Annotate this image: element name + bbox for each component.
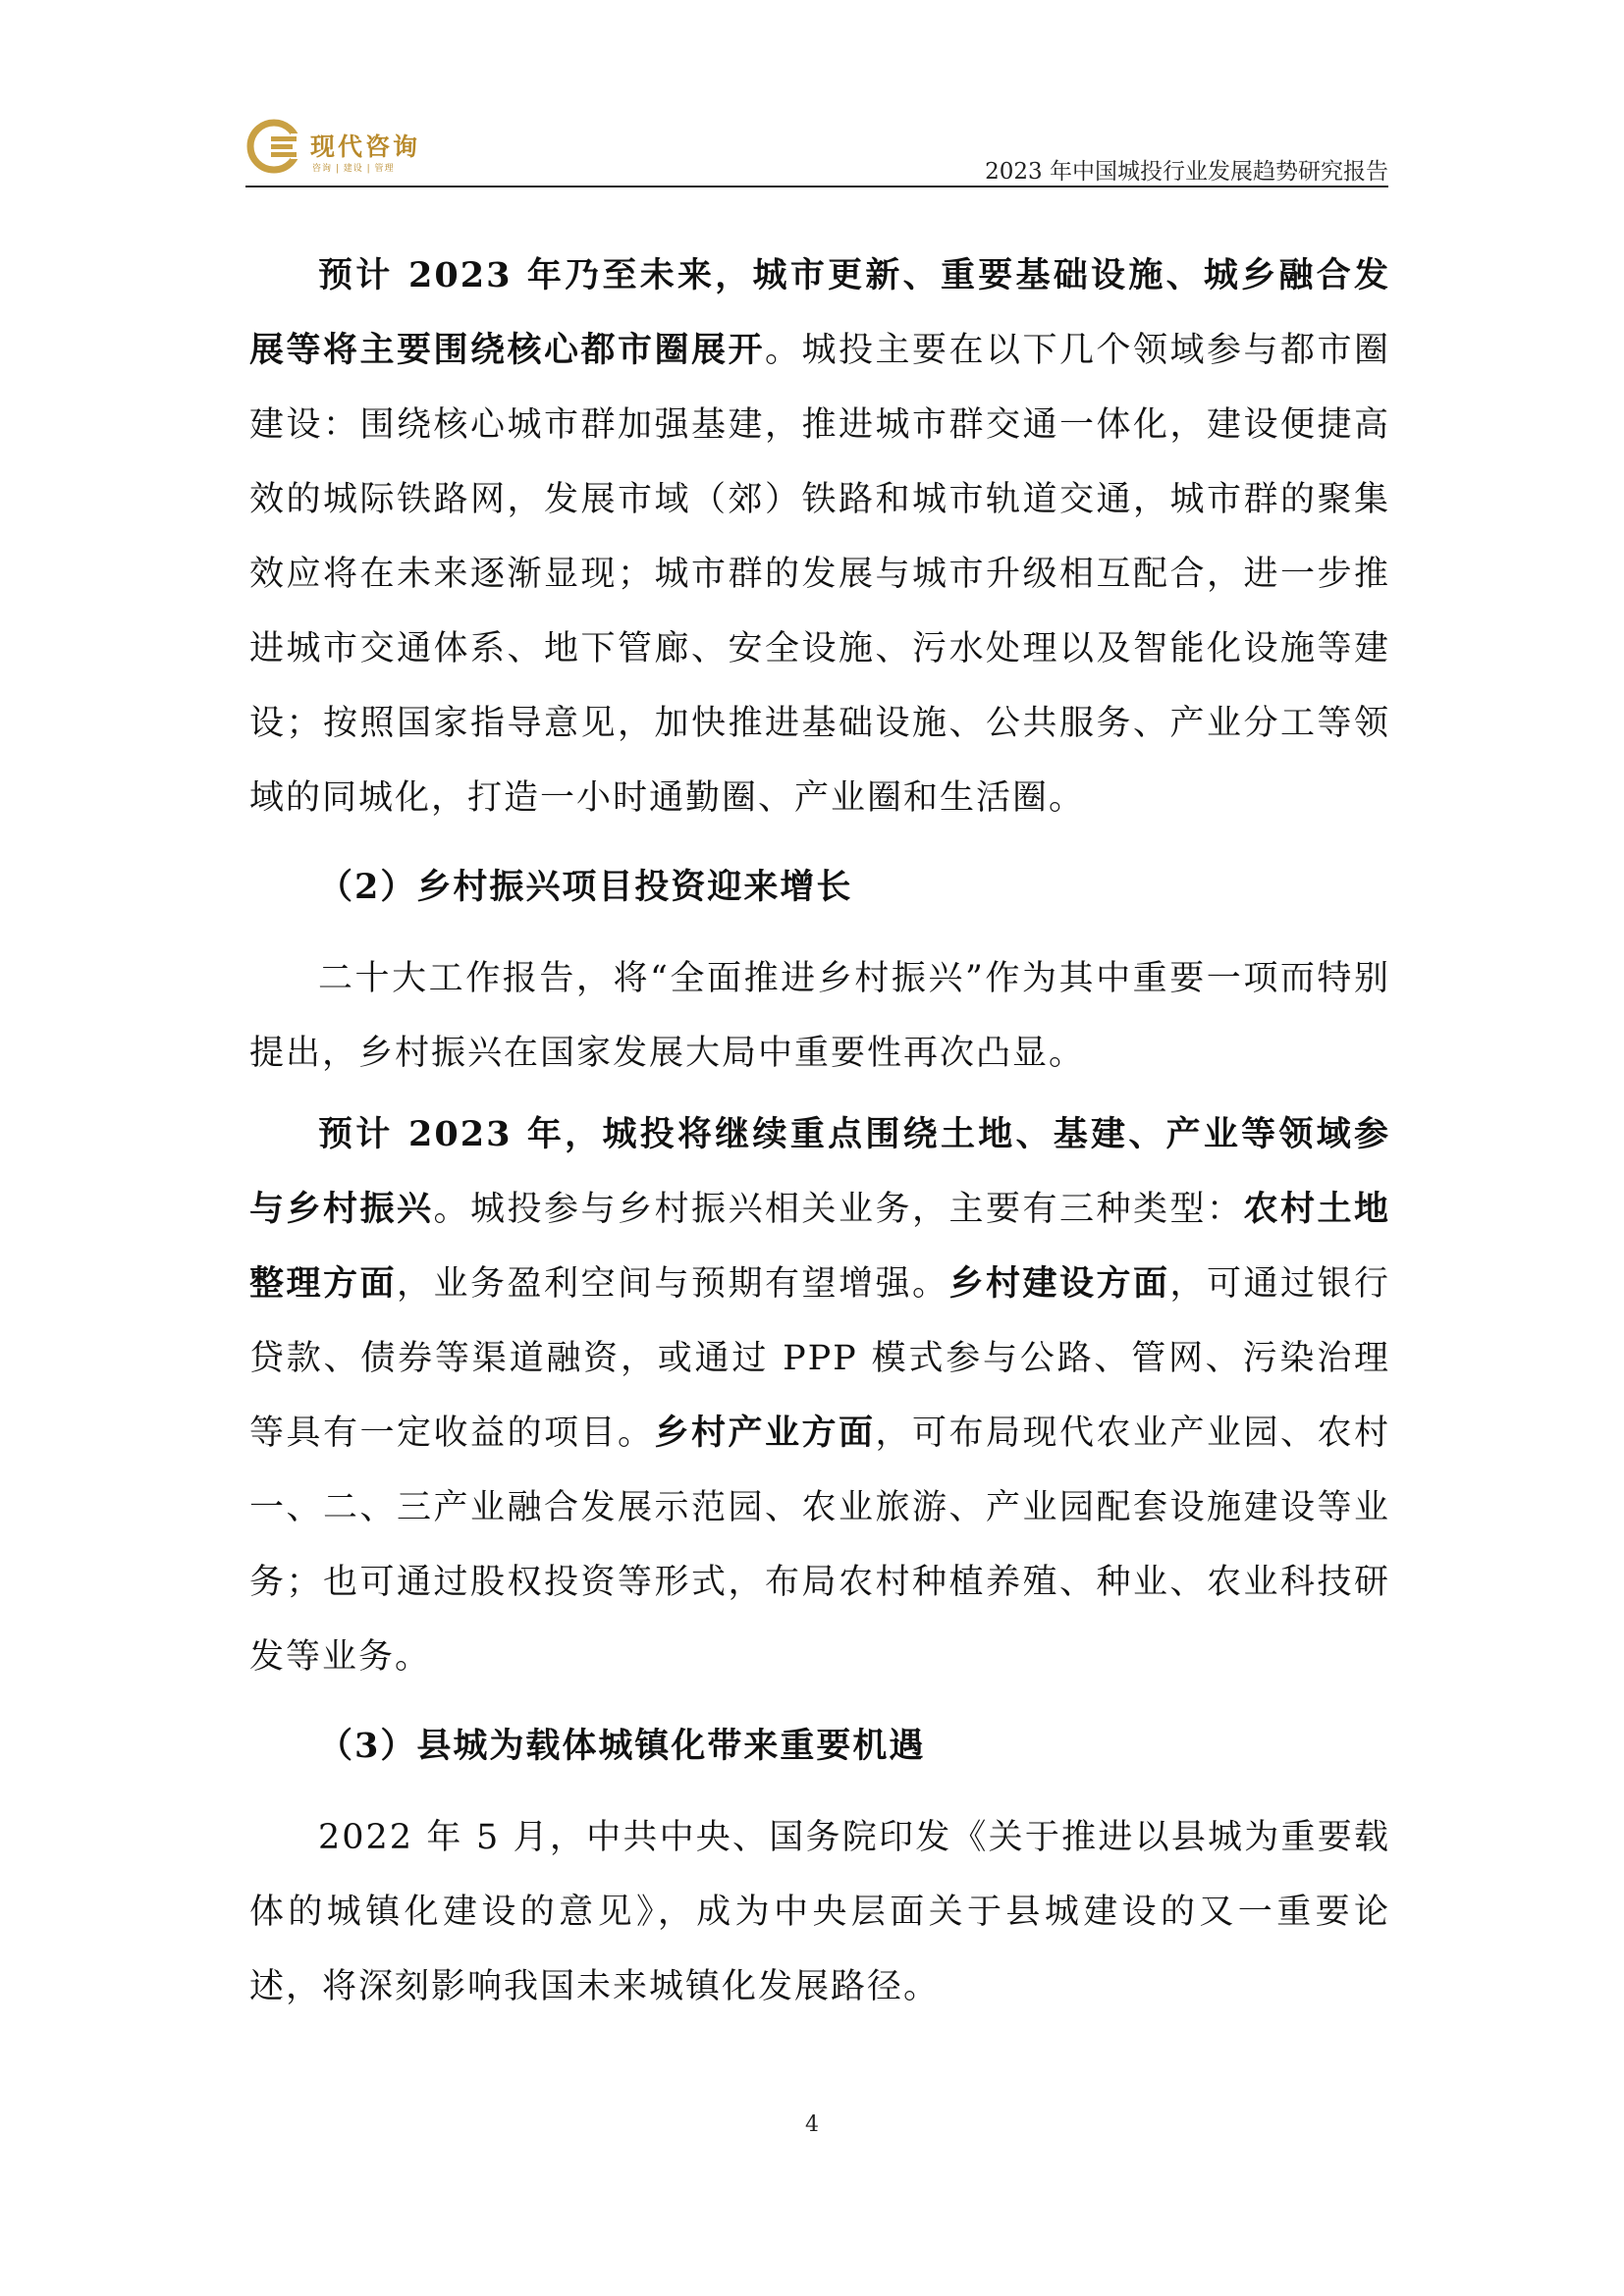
paragraph-report: 二十大工作报告，将“全面推进乡村振兴”作为其中重要一项而特别提出，乡村振兴在国家发展大局中重要性再次凸显。 (249, 959, 1390, 1073)
header-divider (245, 186, 1388, 187)
logo-text: 现代咨询 (310, 133, 421, 161)
paragraph-text: ，可通过银行贷款、债券等渠道融资，或通过 PPP 模式参与公路、管网、污染治理等具有一定收益的项目。 (249, 1264, 1390, 1453)
paragraph-lead-bold: 预计 2023 年乃至未来，城市更新、重要基础设施、城乡融合发展等将主要围绕核心都市圈展开 (249, 255, 1390, 370)
paragraph-lead-bold: 预计 2023 年，城投将继续重点围绕土地、基建、产业等领域参与乡村振兴 (249, 1114, 1390, 1229)
paragraph-rural-business (249, 1097, 1390, 1694)
paragraph-text: 。城投参与乡村振兴相关业务，主要有三种类型： (433, 1190, 1244, 1229)
paragraph-metropolitan (249, 239, 1390, 835)
paragraph-text: ，可布局现代农业产业园、农村一、二、三产业融合发展示范园、农业旅游、产业园配套设施建设等业务；也可通过股权投资等形式，布局农村种植养殖、种业、农业科技研发等业务。 (249, 1414, 1390, 1677)
page-header (245, 104, 1388, 187)
company-logo (245, 116, 442, 185)
keyword-construction: 乡村建设方面 (948, 1263, 1170, 1304)
logo-mark-icon (245, 116, 306, 177)
section-heading-county-urbanization: （3）县城为载体城镇化带来重要机遇 (318, 1726, 926, 1766)
paragraph-text: ，业务盈利空间与预期有望增强。 (397, 1264, 949, 1304)
page-number: 4 (805, 2112, 819, 2137)
section-heading-rural-revitalization: （2）乡村振兴项目投资迎来增长 (318, 867, 853, 907)
paragraph-text: 。城投主要在以下几个领域参与都市圈建设：围绕核心城市群加强基建，推进城市群交通一体化，建设便捷高效的城际铁路网，发展市域（郊）铁路和城市轨道交通，城市群的聚集效应将在未来逐渐显现；城市群的发展与城市升级相互配合，进一步推进城市交通体系、地下管廊、安全设施、污水处理以及智能化设施等建设；按照国家指导意见，加快推进基础设施、公共服务、产业分工等领域的同城化，打造一小时通勤圈、产业圈和生活圈。 (249, 331, 1390, 818)
report-title: 2023 年中国城投行业发展趋势研究报告 (985, 159, 1388, 185)
paragraph-county-policy: 2022 年 5 月，中共中央、国务院印发《关于推进以县城为重要载体的城镇化建设的意见》，成为中央层面关于县城建设的又一重要论述，将深刻影响我国未来城镇化发展路径。 (249, 1818, 1390, 2006)
keyword-land: 农村土地整理方面 (249, 1189, 1390, 1304)
keyword-industry: 乡村产业方面 (654, 1413, 876, 1453)
logo-subtext: 咨询 | 建设 | 管理 (312, 164, 395, 174)
page-body (249, 239, 1390, 2024)
